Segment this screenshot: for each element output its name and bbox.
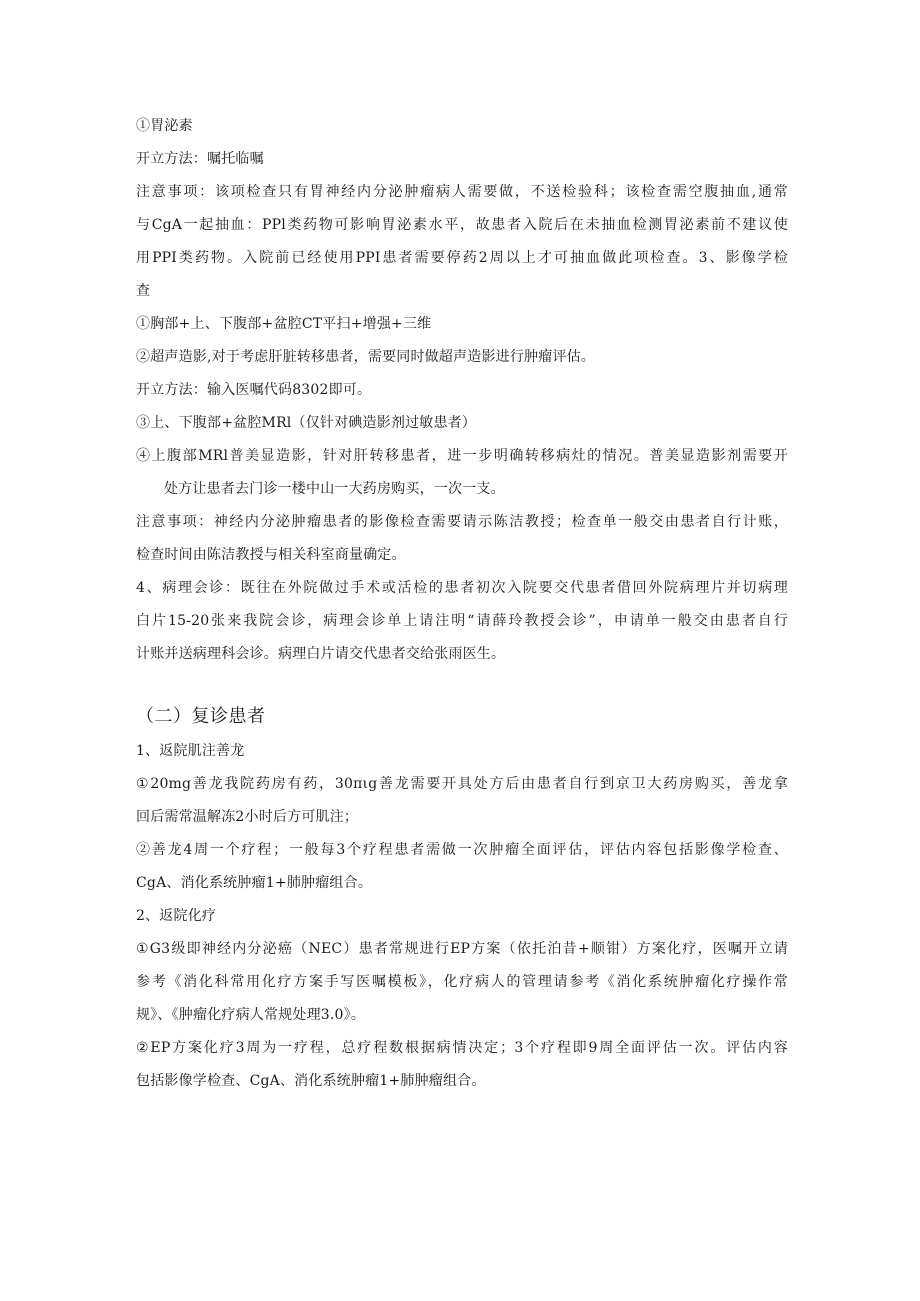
text-line: 回后需常温解冻2小时后方可肌注； [136, 809, 359, 825]
text-line: ②EP方案化疗3周为一疗程，总疗程数根据病情决定；3个疗程即9周全面评估一次。评估内容 [136, 1040, 788, 1056]
text-line: 参考《消化科常用化疗方案手写医嘱模板》，化疗病人的管理请参考《消化系统肿瘤化疗操作常 [136, 974, 788, 990]
text-line: 用PPI类药物。入院前已经使用PPI患者需要停药2周以上才可抽血做此项检查。3、影像学检 [136, 250, 788, 266]
section-followup-patients [136, 741, 788, 1091]
text-line: ③上、下腹部+盆腔MRl（仅针对碘造影剂过敏患者） [136, 415, 477, 431]
text-line: 2、返院化疗 [136, 908, 217, 924]
text-line: 开立方法：嘱托临嘱 [136, 151, 264, 167]
text-line: 注意事项：该项检查只有胃神经内分泌肿瘤病人需要做，不送检验科；该检查需空腹抽血,通常 [136, 184, 788, 200]
text-line: 4、病理会诊：既往在外院做过手术或活检的患者初次入院要交代患者借回外院病理片并切病理 [136, 580, 788, 596]
text-line: 1、返院肌注善龙 [136, 743, 245, 759]
text-line: 开立方法：输入医嘱代码8302即可。 [136, 382, 372, 398]
text-line: ①G3级即神经内分泌癌（NEC）患者常规进行EP方案（依托泊昔+顺钳）方案化疗，医嘱开立请 [136, 941, 788, 957]
section-spacer [136, 677, 788, 705]
text-line: 检查时间由陈洁教授与相关科室商量确定。 [136, 547, 406, 563]
section-initial-exams [136, 116, 788, 664]
text-line: 白片15-20张来我院会诊，病理会诊单上请注明“请薛玲教授会诊”，申请单一般交由患者自行 [136, 613, 788, 629]
text-line: ①胃泌素 [136, 118, 193, 134]
text-line: ②善龙4周一个疗程；一般每3个疗程患者需做一次肿瘤全面评估，评估内容包括影像学检查、 [136, 842, 788, 858]
text-line: ①20mg善龙我院药房有药，30πιg善龙需要开具处方后由患者自行到京卫大药房购买，善龙拿 [136, 776, 788, 792]
text-line: 计账并送病理科会诊。病理白片请交代患者交给张雨医生。 [136, 646, 506, 662]
text-line: 注意事项：神经内分泌肿瘤患者的影像检查需要请示陈洁教授；检查单一般交由患者自行计账， [136, 514, 788, 530]
text-line: ④上腹部MRl普美显造影，针对肝转移患者，进一步明确转移病灶的情况。普美显造影剂需要开 [136, 448, 788, 464]
text-line: 规》、《肿瘤化疗病人常规处理3.0》。 [136, 1007, 366, 1023]
text-line: 与CgA一起抽血：PPl类药物可影响胃泌素水平，故患者入院后在未抽血检测胃泌素前不建议使 [136, 217, 788, 233]
section-title-followup: （二）复诊患者 [136, 706, 266, 727]
text-line: 包括影像学检查、CgA、消化系统肿瘤1+肺肿瘤组合。 [136, 1073, 486, 1089]
text-line: 查 [136, 283, 151, 299]
text-line: ②超声造影,对于考虑肝脏转移患者，需要同时做超声造影进行肿瘤评估。 [136, 349, 596, 365]
document-page [136, 116, 788, 1104]
text-line: ①胸部+上、下腹部+盆腔CT平扫+增强+三维 [136, 316, 432, 332]
text-line: CgA、消化系统肿瘤1+肺肿瘤组合。 [136, 875, 373, 891]
text-line: 处方让患者去门诊一楼中山一大药房购买，一次一支。 [164, 481, 505, 497]
